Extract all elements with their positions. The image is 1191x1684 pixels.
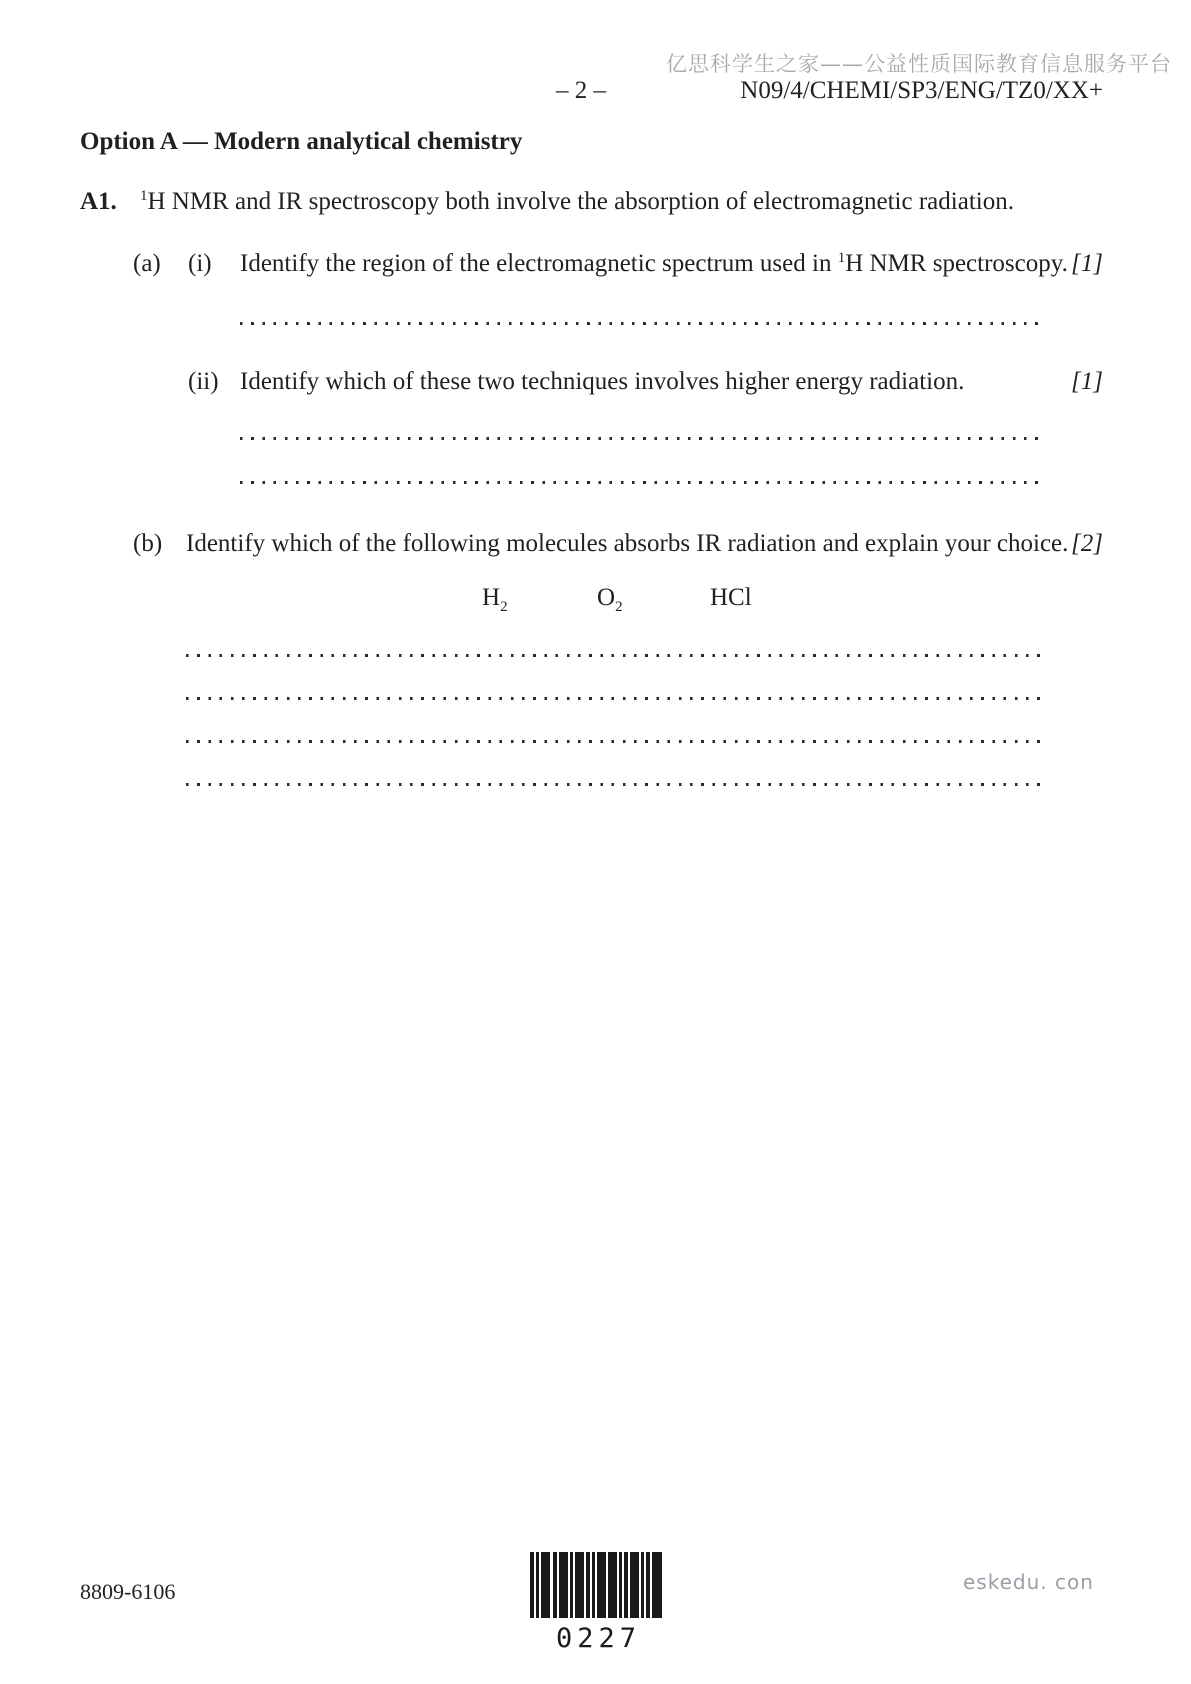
molecule-o2 bbox=[597, 584, 623, 615]
part-a-label: (a) bbox=[133, 250, 161, 277]
molecule-subscript: 2 bbox=[500, 599, 508, 615]
part-a-i-text bbox=[240, 250, 1068, 278]
section-title: Option A — Modern analytical chemistry bbox=[80, 128, 523, 155]
answer-line bbox=[240, 437, 1043, 440]
part-a-ii-text: Identify which of these two techniques involves higher energy radiation. bbox=[240, 368, 965, 395]
answer-line bbox=[186, 654, 1043, 657]
part-b-text: Identify which of the following molecules absorbs IR radiation and explain your choice. bbox=[186, 530, 1069, 557]
paper-code: N09/4/CHEMI/SP3/ENG/TZ0/XX+ bbox=[740, 77, 1103, 104]
molecule-hcl bbox=[710, 584, 752, 612]
question-stem bbox=[140, 188, 1014, 216]
part-b-marks: [2] bbox=[1071, 530, 1103, 557]
question-stem-text: H NMR and IR spectroscopy both involve the absorption of electromagnetic radiation. bbox=[147, 188, 1014, 215]
barcode-label: 0227 bbox=[555, 1623, 642, 1654]
isotope-superscript: 1 bbox=[837, 250, 846, 266]
molecule-formula: H bbox=[482, 584, 501, 611]
footer-watermark: eskedu. con bbox=[963, 1570, 1094, 1594]
part-a-ii-marks: [1] bbox=[1071, 368, 1103, 395]
part-a-i-text-post: H NMR spectroscopy. bbox=[845, 250, 1068, 277]
molecule-subscript: 2 bbox=[615, 599, 623, 615]
answer-line bbox=[186, 783, 1043, 786]
answer-line bbox=[186, 740, 1043, 743]
answer-line bbox=[240, 322, 1043, 325]
part-a-i-label: (i) bbox=[188, 250, 212, 277]
part-a-i-marks: [1] bbox=[1071, 250, 1103, 277]
molecule-formula: HCl bbox=[710, 584, 752, 611]
answer-line bbox=[186, 697, 1043, 700]
answer-line bbox=[240, 481, 1043, 484]
part-a-i-text-pre: Identify the region of the electromagnetic spectrum used in bbox=[240, 250, 838, 277]
document-code: 8809-6106 bbox=[80, 1579, 176, 1604]
question-number: A1. bbox=[80, 188, 117, 215]
barcode-icon bbox=[530, 1552, 662, 1618]
barcode bbox=[530, 1552, 662, 1654]
molecule-h2 bbox=[482, 584, 508, 615]
part-b-label: (b) bbox=[133, 530, 163, 557]
molecule-formula: O bbox=[597, 584, 616, 611]
isotope-superscript: 1 bbox=[140, 188, 148, 204]
part-a-ii-label: (ii) bbox=[188, 368, 219, 395]
page-number: – 2 – bbox=[556, 77, 606, 104]
header-watermark: 亿思科学生之家——公益性质国际教育信息服务平台 bbox=[666, 52, 1172, 76]
